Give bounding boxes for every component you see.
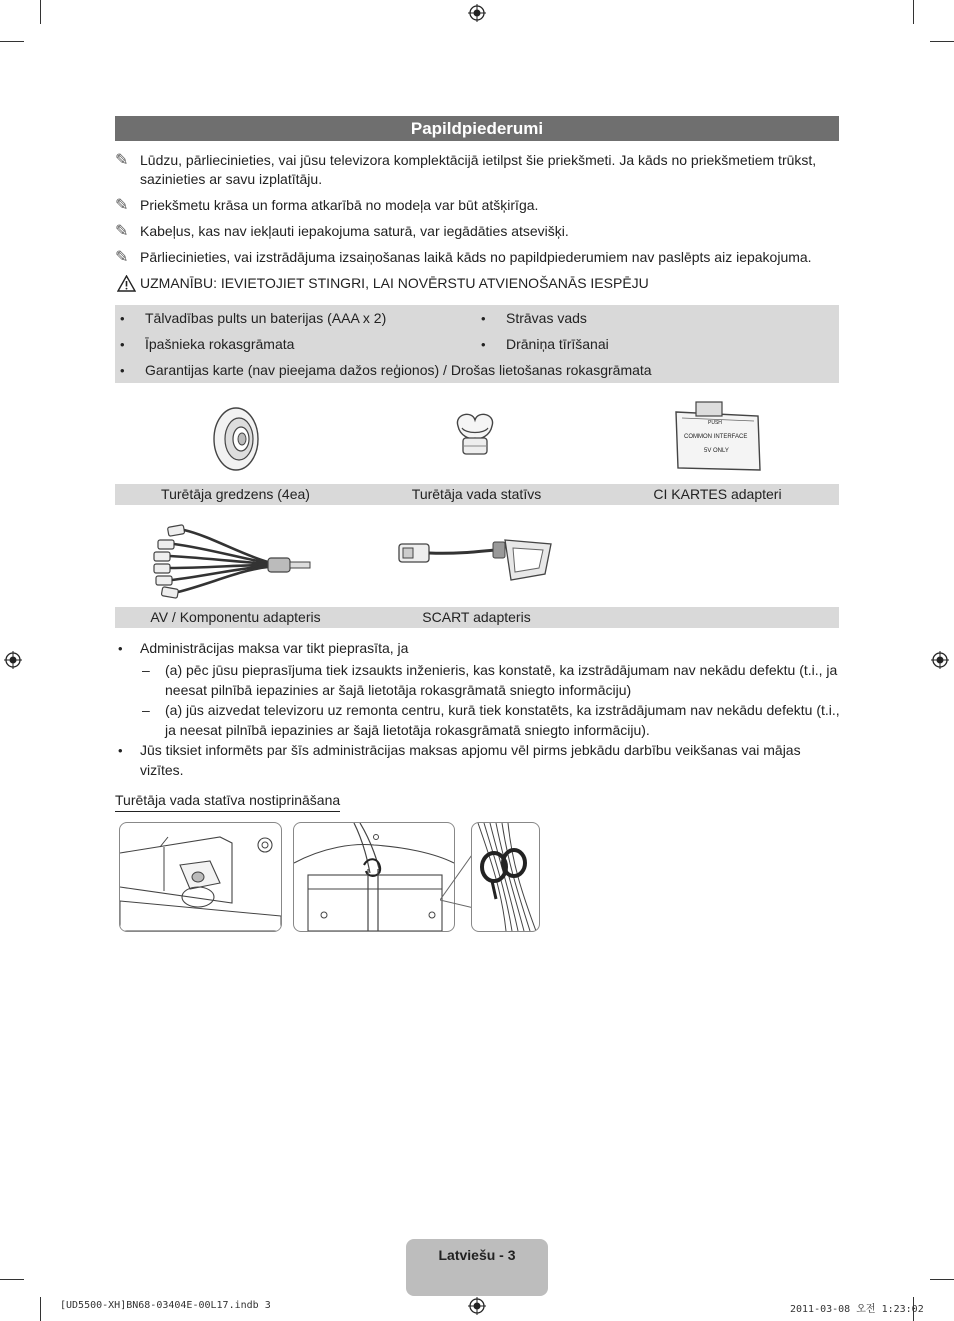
crop-mark: [0, 1279, 24, 1280]
note-pencil-icon: ✎: [115, 223, 129, 240]
dash-marker: –: [142, 702, 150, 718]
registration-mark-icon: [931, 651, 949, 669]
print-timestamp: 2011-03-08 오전 1:23:02: [790, 1304, 924, 1315]
subsection-title: Turētāja vada statīva nostiprināšana: [115, 791, 340, 812]
bullet: •: [118, 743, 123, 758]
caption-cable-holder-stand: Turētāja vada statīvs: [411, 486, 542, 502]
bullet: •: [120, 311, 125, 326]
bullet: •: [120, 337, 125, 352]
fee-item: (a) jūs aizvedat televizoru uz remonta centru, kurā tiek konstatēts, ka izstrādājumam nav nekādu defektu (t.i., ja neesat pilnībā iepazinies ar šajā lietotāja rokasgrāmatā sniegto informāciju).: [165, 702, 840, 738]
registration-mark-icon: [468, 1297, 486, 1315]
scart-adapter-image: [395, 530, 555, 586]
print-file-info: [UD5500-XH]BN68-03404E-00L17.indb 3: [60, 1300, 271, 1311]
section-title: Papildpiederumi: [115, 116, 839, 141]
note-item: [115, 151, 845, 189]
caption-bar: [115, 607, 839, 628]
caution-line: [115, 274, 845, 293]
cable-holder-stand-image: [452, 408, 498, 464]
note-item: [115, 222, 845, 241]
bullet: •: [120, 363, 125, 378]
caption-ci-card-adapter: CI KARTES adapteri: [653, 486, 782, 502]
install-step-2-image: [293, 822, 455, 932]
av-component-adapter-image: [150, 522, 322, 602]
dash-marker: –: [142, 662, 150, 678]
bullet: •: [118, 641, 123, 656]
accessory-item: Strāvas vads: [506, 310, 587, 326]
crop-mark: [930, 41, 954, 42]
note-text: Priekšmetu krāsa un forma atkarībā no modeļa var būt atšķirīga.: [140, 197, 539, 213]
install-step-3-image: [471, 822, 540, 932]
bullet: •: [481, 337, 486, 352]
crop-mark: [0, 41, 24, 42]
caption-scart-adapter: SCART adapteris: [422, 609, 531, 625]
accessory-list-box: [115, 305, 839, 383]
note-pencil-icon: ✎: [115, 197, 129, 214]
caption-bar: [115, 484, 839, 505]
fee-note: Jūs tiksiet informēts par šīs administrācijas maksas apjomu vēl pirms jebkādu darbību veikšanas vai mājas vizītes.: [140, 742, 801, 778]
note-item: [115, 196, 845, 215]
bullet: •: [481, 311, 486, 326]
accessory-item: Īpašnieka rokasgrāmata: [145, 336, 295, 352]
holder-ring-image: [208, 404, 264, 474]
fee-item: (a) pēc jūsu pieprasījuma tiek izsaukts inženieris, kas konstatē, ka izstrādājumam nav nekādu defektu (t.i., ja neesat pilnībā iepazinies ar šajā lietotāja rokasgrāmatā sniegto informāciju): [165, 662, 838, 698]
crop-mark: [930, 1279, 954, 1280]
ci-card-adapter-image: [670, 400, 766, 478]
accessory-item: Drāniņa tīrīšanai: [506, 336, 609, 352]
caption-holder-ring: Turētāja gredzens (4ea): [161, 486, 310, 502]
caution-text: UZMANĪBU: IEVIETOJIET STINGRI, LAI NOVĒRSTU ATVIENOŠANĀS IESPĒJU: [140, 275, 649, 291]
warning-triangle-icon: [117, 275, 136, 292]
page-number-tab: [406, 1239, 548, 1296]
fee-intro: Administrācijas maksa var tikt pieprasīta, ja: [140, 640, 409, 656]
accessory-item: Tālvadības pults un baterijas (AAA x 2): [145, 310, 387, 326]
note-text: Kabeļus, kas nav iekļauti iepakojuma saturā, var iegādāties atsevišķi.: [140, 223, 569, 239]
note-pencil-icon: ✎: [115, 152, 129, 169]
install-step-1-image: [119, 822, 282, 932]
crop-mark: [40, 1297, 41, 1321]
note-text: Pārliecinieties, vai izstrādājuma izsaiņošanas laikā kāds no papildpiederumiem nav paslēpts aiz iepakojuma.: [140, 249, 812, 265]
note-pencil-icon: ✎: [115, 249, 129, 266]
note-item: [115, 248, 845, 267]
accessory-item: Garantijas karte (nav pieejama dažos reģionos) / Drošas lietošanas rokasgrāmata: [145, 362, 652, 378]
note-text: Lūdzu, pārliecinieties, vai jūsu televizora komplektācijā ietilpst šie priekšmeti. Ja kāds no priekšmetiem trūkst, sazinieties ar savu izplatītāju.: [140, 152, 817, 187]
caption-av-component-adapter: AV / Komponentu adapteris: [150, 609, 321, 625]
ci-push-label: PUSH: [708, 420, 722, 426]
ci-common-interface-label: COMMON INTERFACE: [684, 434, 748, 440]
ci-5v-label: 5V ONLY: [704, 448, 729, 454]
registration-mark-icon: [468, 4, 486, 22]
registration-mark-icon: [4, 651, 22, 669]
crop-mark: [40, 0, 41, 24]
page-number-label: Latviešu - 3: [438, 1247, 516, 1263]
crop-mark: [913, 0, 914, 24]
zoom-connector-lines: [440, 850, 474, 910]
